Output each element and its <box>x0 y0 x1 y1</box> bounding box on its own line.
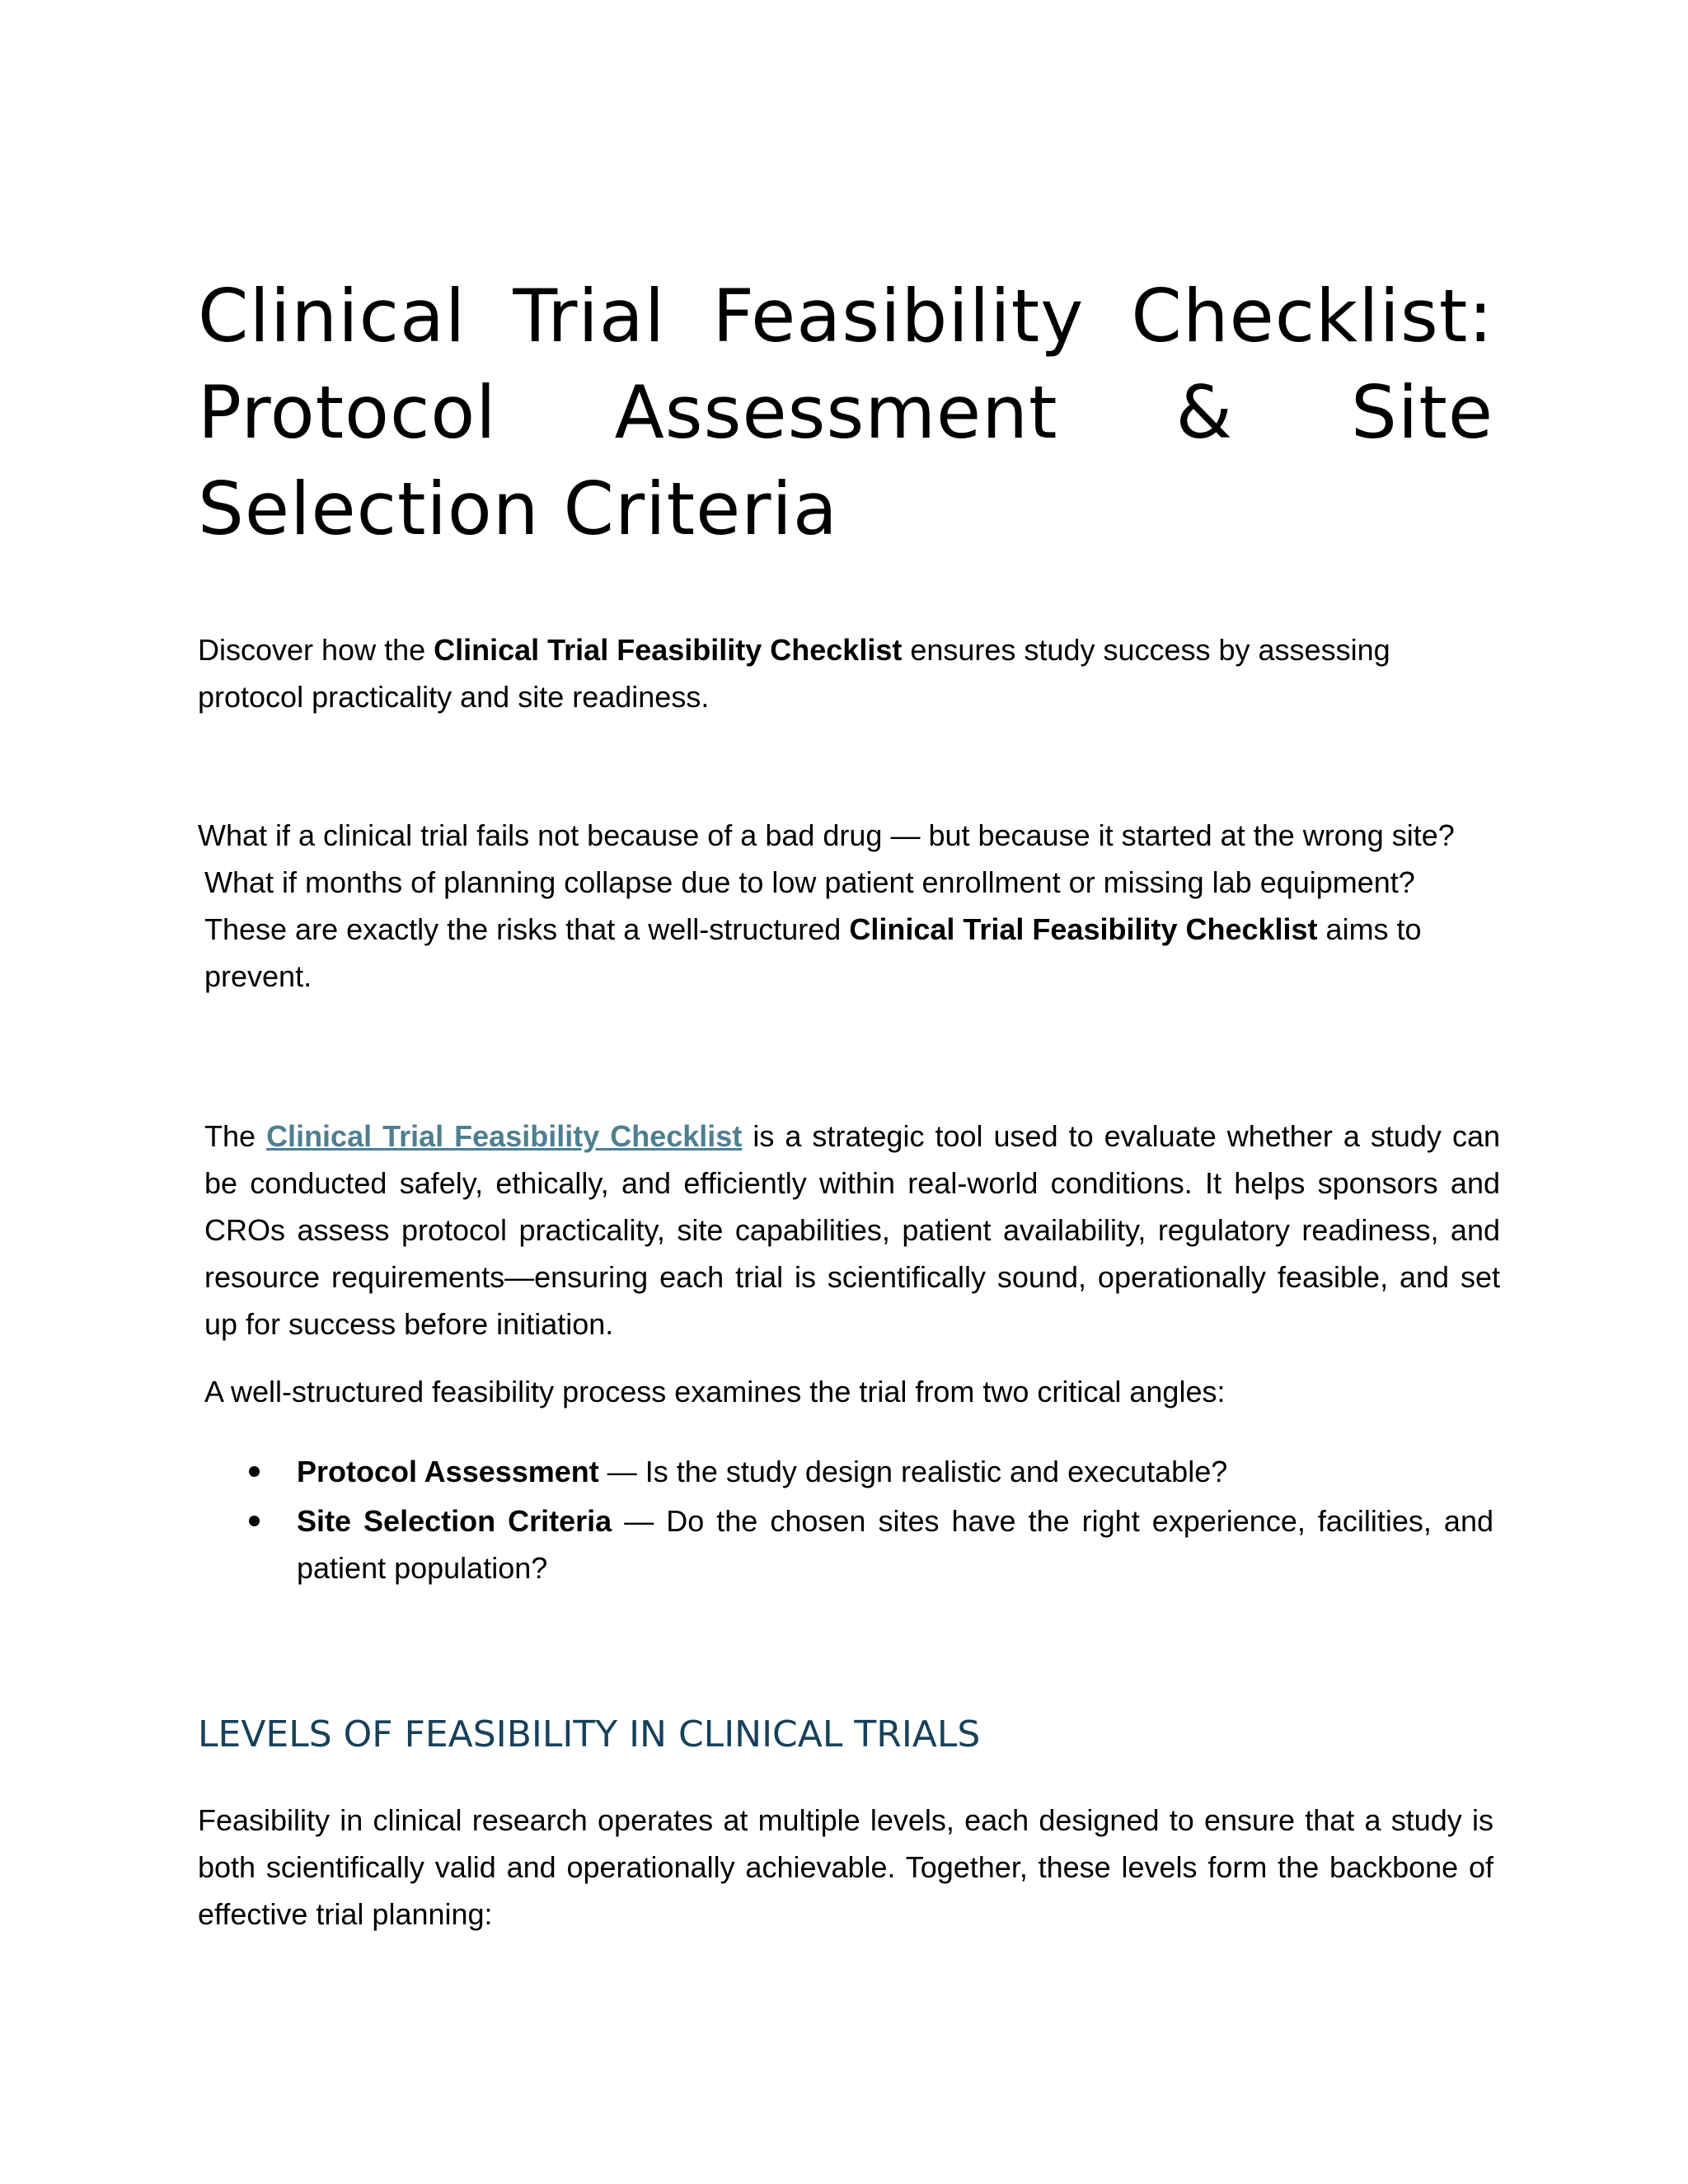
section-heading-levels: LEVELS OF FEASIBILITY IN CLINICAL TRIALS <box>198 1713 981 1755</box>
levels-paragraph: Feasibility in clinical research operates at multiple levels, each designed to ensure that a study is both scientifically valid and operationally achievable. Together, these levels form the backbone of effective trial planning: <box>198 1803 1493 1931</box>
bullet-item-protocol-assessment <box>198 1448 1493 1495</box>
angles-bullet-list <box>198 1448 1493 1594</box>
angles-lead-paragraph: A well-structured feasibility process examines the trial from two critical angles: <box>204 1375 1226 1408</box>
intro-bold-term: Clinical Trial Feasibility Checklist <box>434 633 903 667</box>
bullet-icon <box>249 1516 260 1526</box>
question-3-after: aims to prevent. <box>204 912 1422 993</box>
question-3-bold-term: Clinical Trial Feasibility Checklist <box>849 912 1318 946</box>
question-3-before: These are exactly the risks that a well-structured <box>204 912 850 946</box>
question-1: What if a clinical trial fails not because of a bad drug — but because it started at the wrong site? <box>198 818 1455 852</box>
definition-paragraph <box>198 1113 1500 1347</box>
bullet-bold-term: Protocol Assessment <box>297 1455 599 1488</box>
question-3 <box>198 906 1493 1000</box>
checklist-link[interactable]: Clinical Trial Feasibility Checklist <box>266 1119 743 1153</box>
bullet-text: — Do the chosen sites have the right experience, facilities, and patient population? <box>297 1504 1493 1585</box>
questions-block <box>198 812 1493 1000</box>
intro-paragraph <box>198 626 1493 720</box>
intro-text-before: Discover how the <box>198 633 434 667</box>
intro-text-after: ensures study success by assessing protocol practicality and site readiness. <box>198 633 1390 714</box>
bullet-text: — Is the study design realistic and executable? <box>598 1455 1228 1488</box>
definition-text-after: is a strategic tool used to evaluate whether a study can be conducted safely, ethically, and efficiently within real-world conditions. It helps sponsors and CROs assess protocol practicality, site capabilities, patient availability, regulatory readiness, and resource requirements—ensuring each trial is scientifically sound, operationally feasible, and set up for success before initiation. <box>204 1119 1500 1341</box>
bullet-item-site-selection <box>198 1497 1493 1591</box>
document-title: Clinical Trial Feasibility Checklist: Protocol Assessment & Site Selection Criteria <box>198 274 1493 551</box>
bullet-bold-term: Site Selection Criteria <box>297 1504 612 1538</box>
bullet-icon <box>249 1466 260 1477</box>
definition-text-before: The <box>204 1119 267 1153</box>
question-2: What if months of planning collapse due to low patient enrollment or missing lab equipment? <box>204 865 1415 899</box>
